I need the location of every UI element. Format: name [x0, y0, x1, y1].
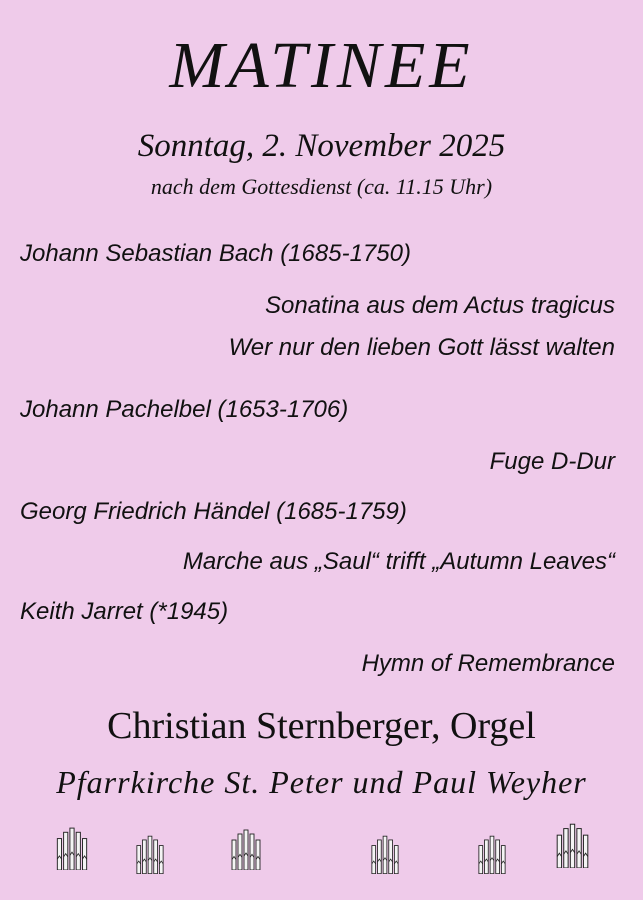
organ-pipes-icon — [477, 834, 507, 874]
organ-pipes-icon — [135, 834, 165, 874]
venue: Pfarrkirche St. Peter und Paul Weyher — [56, 764, 587, 800]
event-date: Sonntag, 2. November 2025 — [137, 128, 506, 164]
piece-wer-nur: Wer nur den lieben Gott lässt walten — [228, 334, 615, 361]
organ-pipes-icon — [55, 826, 89, 870]
composer-bach: Johann Sebastian Bach (1685-1750) — [20, 240, 411, 267]
organ-pipes-icon — [555, 822, 590, 868]
piece-sonatina: Sonatina aus dem Actus tragicus — [265, 292, 615, 319]
composer-haendel: Georg Friedrich Händel (1685-1759) — [20, 498, 407, 525]
organ-pipes-icon — [230, 828, 262, 870]
piece-marche: Marche aus „Saul“ trifft „Autumn Leaves“ — [182, 548, 615, 575]
composer-jarret: Keith Jarret (*1945) — [20, 598, 229, 625]
piece-hymn: Hymn of Remembrance — [361, 650, 615, 677]
performer: Christian Sternberger, Orgel — [107, 705, 536, 747]
composer-pachelbel: Johann Pachelbel (1653-1706) — [20, 396, 349, 423]
event-time-note: nach dem Gottesdienst (ca. 11.15 Uhr) — [150, 174, 493, 199]
organ-pipes-icon — [370, 834, 400, 874]
piece-fuge: Fuge D-Dur — [489, 448, 615, 475]
page-title: MATINEE — [169, 29, 474, 102]
organ-pipes-row — [0, 818, 643, 878]
